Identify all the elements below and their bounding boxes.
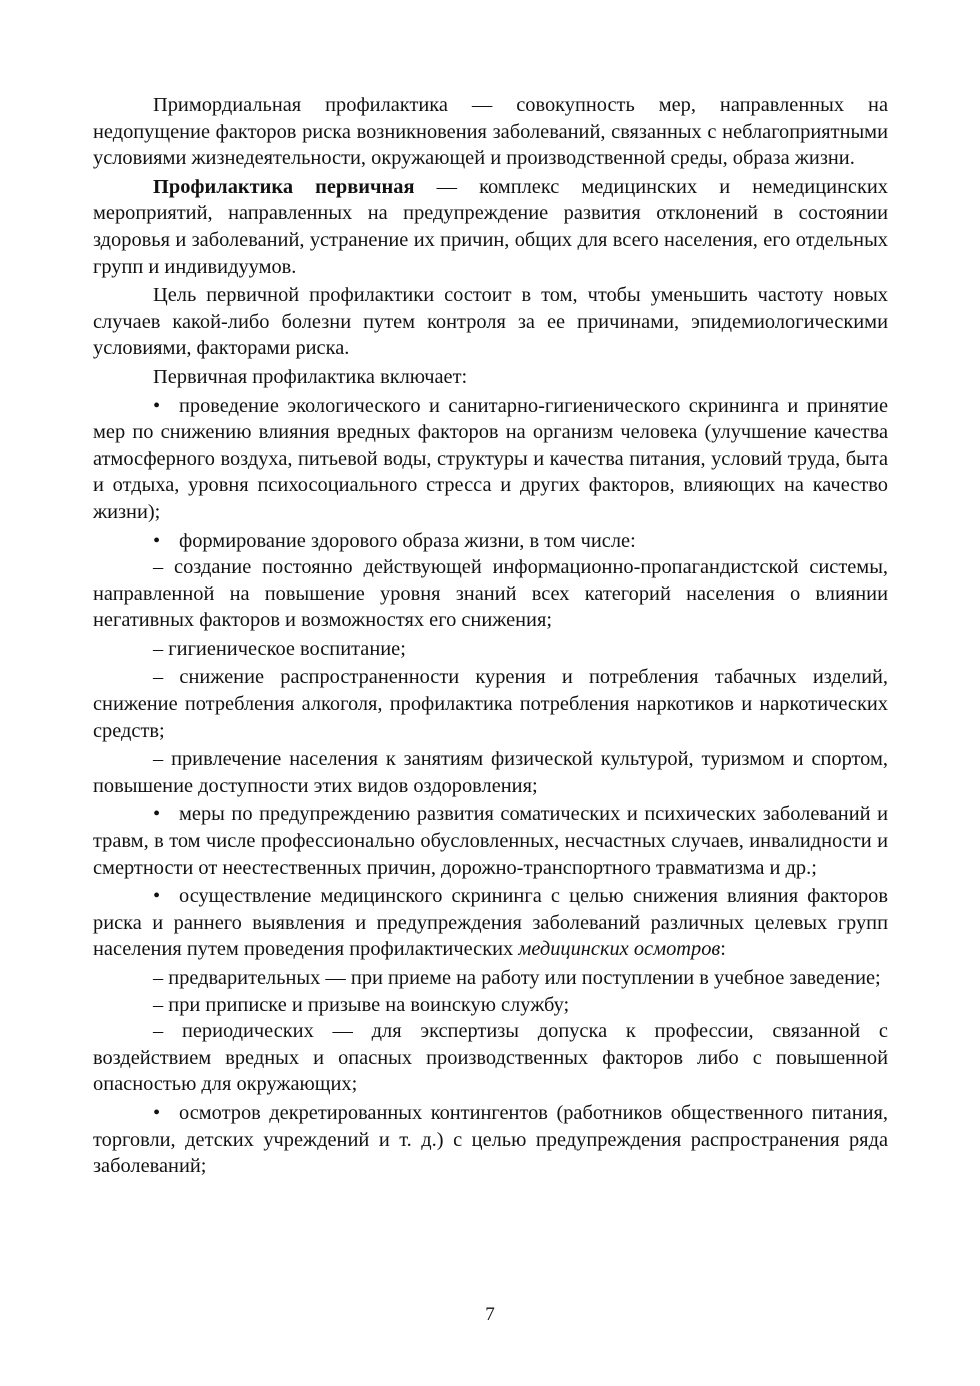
bullet-text: осуществление медицинского скрининга с целью снижения влияния факторов риска и раннего выявления и предупреждения заболеваний различных целевых групп населения путем проведения профилактических bbox=[93, 885, 888, 961]
bullet-item-decreed bbox=[93, 1100, 888, 1180]
bullet-icon: • bbox=[153, 394, 161, 417]
bullet-text-end: : bbox=[720, 938, 726, 961]
paragraph-primary-definition bbox=[93, 174, 888, 280]
bullet-text: формирование здорового образа жизни, в том числе: bbox=[179, 529, 636, 552]
bullet-icon: • bbox=[153, 803, 161, 826]
definition-text: — комплекс медицинских и немедицинских мероприятий, направленных на предупреждение развития отклонений в состоянии здоровья и заболеваний, устранение их причин, общих для всего населения, его отдельных групп и индивидуумов. bbox=[93, 175, 888, 278]
dash-item-military: – при приписке и призыве на воинскую службу; bbox=[153, 993, 570, 1016]
bullet-text: меры по предупреждению развития соматических и психических заболеваний и травм, в том числе профессионально обусловленных, несчастных случаев, инвалидности и смертности от неестественных причин, дорожно-транспортного травматизма и др.; bbox=[93, 803, 888, 879]
paragraph-includes: Первичная профилактика включает: bbox=[153, 365, 468, 388]
italic-term: медицинских осмотров bbox=[518, 938, 721, 961]
bullet-icon: • bbox=[153, 529, 161, 552]
dash-item-hygiene-education: – гигиеническое воспитание; bbox=[153, 637, 406, 660]
paragraph-goal: Цель первичной профилактики состоит в том, чтобы уменьшить частоту новых случаев какой-либо болезни путем контроля за ее причинами, эпидемиологическими условиями, факторами риска. bbox=[93, 284, 888, 360]
dash-item-sports: – привлечение населения к занятиям физической культурой, туризмом и спортом, повышение доступности этих видов оздоровления; bbox=[93, 748, 888, 797]
bullet-text: осмотров декретированных контингентов (работников общественного питания, торговли, детских учреждений и т. д.) с целью предупреждения распространения ряда заболеваний; bbox=[93, 1101, 888, 1178]
page-number: 7 bbox=[485, 1304, 495, 1325]
bullet-icon: • bbox=[153, 885, 161, 908]
dash-item-preliminary: – предварительных — при приеме на работу или поступлении в учебное заведение; bbox=[153, 967, 881, 989]
bullet-item-ecology bbox=[93, 393, 888, 526]
bullet-text: проведение экологического и санитарно-гигиенического скрининга и принятие мер по снижению влияния вредных факторов на организм человека (улучшение качества атмосферного воздуха, питьевой воды, структуры и качества питания, условий труда, быта и отдыха, уровня психосоциального стресса и других факторов, влияющих на качество жизни); bbox=[93, 394, 888, 523]
page-body bbox=[93, 92, 888, 1180]
bullet-icon: • bbox=[153, 1101, 161, 1124]
bullet-item-somatic bbox=[93, 801, 888, 881]
paragraph-primordial: Примордиальная профилактика — совокупность мер, направленных на недопущение факторов риска возникновения заболеваний, связанных с неблагоприятными условиями жизнедеятельности, окружающей и производственной среды, образа жизни. bbox=[93, 94, 888, 170]
dash-item-periodic: – периодических — для экспертизы допуска к профессии, связанной с воздействием вредных и опасных производственных факторов либо с повышенной опасностью для окружающих; bbox=[93, 1020, 888, 1096]
term-primary-prevention: Профилактика первичная bbox=[153, 175, 415, 198]
bullet-item-healthy-lifestyle bbox=[93, 528, 888, 555]
bullet-item-screening bbox=[93, 883, 888, 963]
dash-item-information-system: – создание постоянно действующей информационно-пропагандистской системы, направленной на повышение уровня знаний всех категорий населения о влиянии негативных факторов и возможностях его снижения; bbox=[93, 556, 888, 632]
dash-item-smoking: – снижение распространенности курения и потребления табачных изделий, снижение потребления алкоголя, профилактика потребления наркотиков и наркотических средств; bbox=[93, 666, 888, 742]
